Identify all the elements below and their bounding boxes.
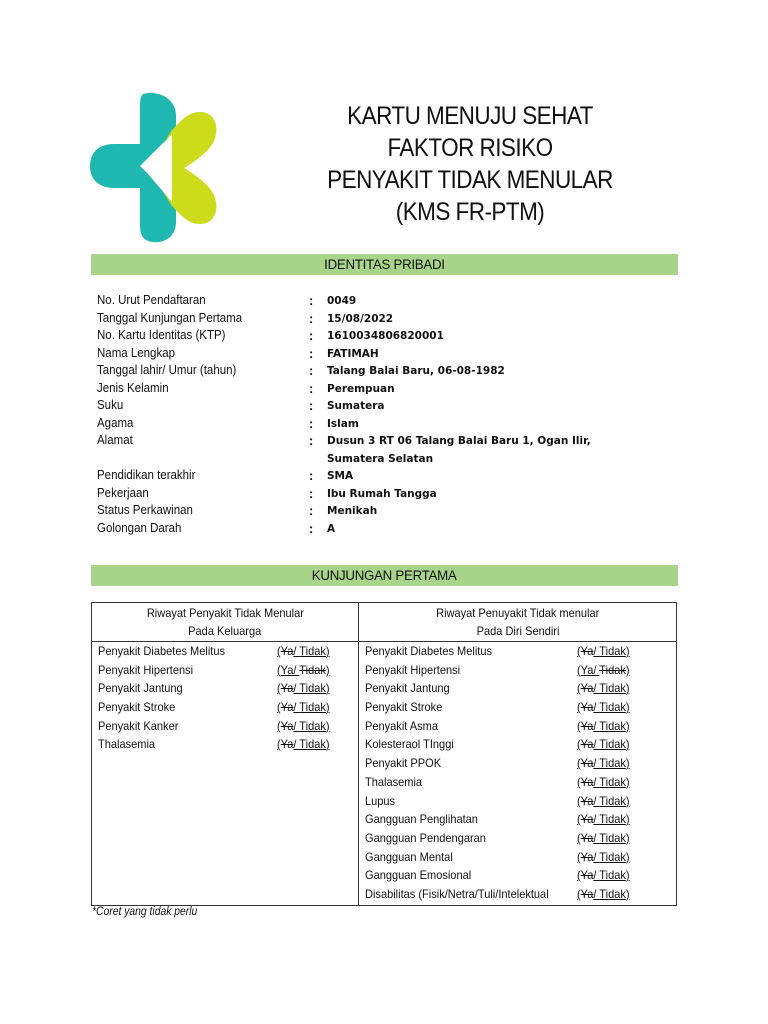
identity-label: Golongan Darah bbox=[97, 520, 182, 535]
slash: / bbox=[593, 774, 600, 789]
disease-name: Disabilitas (Fisik/Netra/Tuli/Intelektual bbox=[365, 886, 549, 901]
no-option: Tidak bbox=[599, 662, 626, 677]
yes-option: Ya bbox=[280, 700, 294, 715]
yes-no-choice[interactable] bbox=[577, 717, 630, 736]
slash: / bbox=[593, 756, 600, 771]
yes-no-choice[interactable] bbox=[577, 773, 630, 792]
no-option: Tidak bbox=[599, 644, 626, 658]
no-option: Tidak bbox=[599, 886, 626, 901]
close-paren: ) bbox=[625, 700, 630, 715]
yes-no-choice[interactable] bbox=[577, 866, 630, 885]
close-paren: ) bbox=[325, 681, 330, 696]
colon: : bbox=[309, 293, 314, 308]
slash: / bbox=[293, 737, 300, 752]
open-paren: ( bbox=[577, 700, 581, 715]
close-paren: ) bbox=[625, 886, 630, 901]
open-paren: ( bbox=[577, 718, 581, 733]
close-paren: ) bbox=[625, 718, 630, 733]
disease-name: Penyakit Jantung bbox=[365, 681, 450, 696]
yes-no-choice[interactable] bbox=[277, 661, 330, 680]
open-paren: ( bbox=[577, 644, 581, 658]
open-paren: ( bbox=[277, 737, 281, 752]
list-item bbox=[365, 754, 675, 773]
no-option: Tidak bbox=[599, 756, 626, 771]
yes-no-choice[interactable] bbox=[577, 661, 630, 680]
disease-name: Gangguan Pendengaran bbox=[365, 830, 486, 845]
disease-name: Penyakit Stroke bbox=[365, 700, 443, 715]
colon: : bbox=[309, 520, 314, 536]
identity-label: Tanggal lahir/ Umur (tahun) bbox=[97, 363, 237, 377]
list-item bbox=[98, 698, 356, 717]
yes-option: Ya bbox=[580, 756, 594, 771]
section-title: IDENTITAS PRIBADI bbox=[324, 256, 445, 272]
title-line: KARTU MENUJU SEHAT bbox=[347, 102, 593, 130]
list-item bbox=[365, 717, 675, 736]
yes-no-choice[interactable] bbox=[577, 679, 630, 698]
identity-label: Jenis Kelamin bbox=[97, 380, 169, 395]
self-history-list bbox=[365, 642, 675, 904]
section-band-identitas bbox=[91, 254, 678, 275]
identity-value: Talang Balai Baru, 06-08-1982 bbox=[327, 365, 505, 377]
close-paren: ) bbox=[625, 681, 630, 696]
title-line: (KMS FR-PTM) bbox=[395, 198, 545, 226]
identity-row bbox=[97, 520, 667, 538]
identity-label: Alamat bbox=[97, 433, 133, 447]
slash: / bbox=[593, 849, 600, 864]
disease-name: Penyakit Hipertensi bbox=[365, 662, 461, 677]
header-line: Pada Keluarga bbox=[188, 624, 262, 638]
identity-value: A bbox=[327, 522, 336, 535]
identity-row bbox=[97, 345, 667, 363]
yes-option: Ya bbox=[580, 868, 594, 883]
close-paren: ) bbox=[625, 793, 630, 808]
header-line: Pada Diri Sendiri bbox=[476, 624, 560, 638]
identity-row bbox=[97, 380, 667, 398]
first-visit-table bbox=[91, 602, 677, 906]
open-paren: ( bbox=[577, 793, 581, 808]
yes-option: Ya bbox=[580, 793, 594, 808]
column-divider bbox=[358, 603, 359, 905]
no-option: Tidak bbox=[599, 849, 626, 864]
no-option: Tidak bbox=[299, 681, 326, 696]
colon: : bbox=[309, 345, 314, 361]
open-paren: ( bbox=[577, 681, 581, 696]
list-item bbox=[365, 829, 675, 848]
no-option: Tidak bbox=[599, 868, 626, 883]
close-paren: ) bbox=[625, 830, 630, 845]
no-option: Tidak bbox=[599, 774, 626, 789]
yes-no-choice[interactable] bbox=[577, 698, 630, 717]
family-column-header bbox=[92, 604, 358, 640]
section-title: KUNJUNGAN PERTAMA bbox=[312, 567, 457, 583]
yes-no-choice[interactable] bbox=[577, 848, 630, 867]
slash: / bbox=[293, 644, 300, 658]
colon: : bbox=[309, 398, 314, 413]
close-paren: ) bbox=[325, 718, 330, 733]
colon: : bbox=[309, 468, 314, 483]
open-paren: ( bbox=[577, 756, 581, 771]
section-band-kunjungan bbox=[91, 565, 678, 586]
yes-no-choice[interactable] bbox=[577, 735, 630, 754]
yes-option: Ya bbox=[580, 662, 594, 677]
no-option: Tidak bbox=[599, 793, 626, 808]
identity-label: Pendidikan terakhir bbox=[97, 468, 196, 482]
colon: : bbox=[309, 328, 314, 343]
open-paren: ( bbox=[577, 868, 581, 883]
page-title bbox=[272, 100, 668, 228]
list-item bbox=[365, 848, 675, 867]
list-item bbox=[365, 698, 675, 717]
slash: / bbox=[593, 868, 600, 883]
list-item bbox=[365, 661, 675, 680]
disease-name: Thalasemia bbox=[365, 774, 423, 789]
yes-option: Ya bbox=[580, 886, 594, 901]
disease-name: Penyakit Diabetes Melitus bbox=[365, 644, 493, 658]
yes-no-choice[interactable] bbox=[577, 642, 630, 661]
list-item bbox=[98, 679, 356, 698]
colon: : bbox=[309, 415, 314, 431]
header-line: Riwayat Penyakit Tidak Menular bbox=[146, 606, 304, 620]
yes-option: Ya bbox=[580, 681, 594, 696]
list-item bbox=[365, 735, 675, 754]
disease-name: Penyakit Hipertensi bbox=[98, 662, 194, 677]
colon: : bbox=[309, 310, 314, 326]
disease-name: Penyakit Jantung bbox=[98, 681, 183, 696]
close-paren: ) bbox=[625, 868, 630, 883]
identity-value: SMA bbox=[327, 470, 354, 482]
open-paren: ( bbox=[577, 737, 581, 752]
open-paren: ( bbox=[577, 774, 581, 789]
open-paren: ( bbox=[577, 886, 581, 901]
disease-name: Penyakit Diabetes Melitus bbox=[98, 644, 226, 658]
identity-value: Islam bbox=[327, 417, 359, 430]
close-paren: ) bbox=[625, 812, 630, 827]
close-paren: ) bbox=[625, 644, 630, 658]
yes-no-choice[interactable] bbox=[277, 717, 330, 736]
self-column-header bbox=[359, 604, 677, 640]
identity-label: Pekerjaan bbox=[97, 485, 149, 500]
yes-option: Ya bbox=[580, 830, 594, 845]
yes-option: Ya bbox=[280, 718, 294, 733]
slash: / bbox=[293, 662, 300, 677]
yes-option: Ya bbox=[580, 774, 594, 789]
identity-value: 0049 bbox=[327, 295, 357, 307]
identity-label: No. Urut Pendaftaran bbox=[97, 293, 206, 307]
identity-value: Sumatera bbox=[327, 400, 385, 412]
colon: : bbox=[309, 485, 314, 501]
header-line: Riwayat Penuyakit Tidak menular bbox=[436, 606, 600, 620]
identity-row bbox=[97, 292, 667, 310]
identity-value: Menikah bbox=[327, 505, 378, 517]
slash: / bbox=[293, 681, 300, 696]
title-line: FAKTOR RISIKO bbox=[387, 134, 553, 162]
disease-name: Kolesteraol TInggi bbox=[365, 737, 454, 752]
yes-option: Ya bbox=[580, 700, 594, 715]
disease-name: Gangguan Penglihatan bbox=[365, 812, 478, 827]
slash: / bbox=[593, 662, 600, 677]
no-option: Tidak bbox=[599, 737, 626, 752]
open-paren: ( bbox=[577, 830, 581, 845]
yes-no-choice[interactable] bbox=[277, 679, 330, 698]
close-paren: ) bbox=[625, 774, 630, 789]
identity-label: Nama Lengkap bbox=[97, 345, 175, 360]
identity-value: 1610034806820001 bbox=[327, 330, 444, 342]
open-paren: ( bbox=[577, 812, 581, 827]
family-history-list bbox=[98, 642, 356, 754]
yes-no-choice[interactable] bbox=[577, 754, 630, 773]
identity-row bbox=[97, 362, 667, 380]
list-item bbox=[365, 866, 675, 885]
yes-option: Ya bbox=[580, 737, 594, 752]
open-paren: ( bbox=[277, 700, 281, 715]
slash: / bbox=[593, 681, 600, 696]
close-paren: ) bbox=[325, 662, 330, 677]
yes-no-choice[interactable] bbox=[577, 810, 630, 829]
identity-value: Ibu Rumah Tangga bbox=[327, 487, 437, 500]
list-item bbox=[365, 642, 675, 661]
yes-no-choice[interactable] bbox=[277, 735, 330, 754]
yes-option: Ya bbox=[280, 681, 294, 696]
list-item bbox=[98, 642, 356, 661]
yes-no-choice[interactable] bbox=[277, 698, 330, 717]
identity-row bbox=[97, 485, 667, 503]
identity-row bbox=[97, 397, 667, 415]
close-paren: ) bbox=[625, 737, 630, 752]
no-option: Tidak bbox=[299, 700, 326, 715]
open-paren: ( bbox=[277, 662, 281, 677]
yes-no-choice[interactable] bbox=[577, 885, 630, 904]
disease-name: Penyakit Asma bbox=[365, 718, 439, 733]
disease-name: Penyakit Stroke bbox=[98, 700, 176, 715]
disease-name: Penyakit PPOK bbox=[365, 756, 442, 771]
colon: : bbox=[309, 380, 314, 396]
colon: : bbox=[309, 433, 314, 448]
yes-no-choice[interactable] bbox=[577, 792, 630, 811]
yes-option: Ya bbox=[580, 644, 594, 658]
no-option: Tidak bbox=[299, 644, 326, 658]
close-paren: ) bbox=[325, 737, 330, 752]
no-option: Tidak bbox=[299, 718, 326, 733]
disease-name: Gangguan Emosional bbox=[365, 868, 472, 883]
open-paren: ( bbox=[577, 849, 581, 864]
identity-row bbox=[97, 415, 667, 433]
list-item bbox=[365, 885, 675, 904]
yes-option: Ya bbox=[280, 737, 294, 752]
slash: / bbox=[293, 700, 300, 715]
yes-option: Ya bbox=[580, 812, 594, 827]
identity-value: Perempuan bbox=[327, 382, 395, 395]
slash: / bbox=[593, 737, 600, 752]
identity-row bbox=[97, 327, 667, 345]
yes-option: Ya bbox=[280, 662, 294, 677]
list-item bbox=[98, 717, 356, 736]
identity-label: Agama bbox=[97, 415, 134, 430]
slash: / bbox=[593, 718, 600, 733]
no-option: Tidak bbox=[299, 662, 326, 677]
close-paren: ) bbox=[625, 849, 630, 864]
no-option: Tidak bbox=[599, 700, 626, 715]
close-paren: ) bbox=[625, 756, 630, 771]
identity-table bbox=[97, 292, 667, 537]
disease-name: Lupus bbox=[365, 793, 396, 808]
identity-value: 15/08/2022 bbox=[327, 312, 394, 325]
yes-option: Ya bbox=[280, 644, 294, 658]
colon: : bbox=[309, 363, 314, 378]
identity-value: FATIMAH bbox=[327, 347, 379, 360]
list-item bbox=[98, 661, 356, 680]
identity-label: Status Perkawinan bbox=[97, 503, 193, 517]
disease-name: Gangguan Mental bbox=[365, 849, 453, 864]
no-option: Tidak bbox=[299, 737, 326, 752]
no-option: Tidak bbox=[599, 718, 626, 733]
slash: / bbox=[593, 830, 600, 845]
list-item bbox=[365, 773, 675, 792]
slash: / bbox=[593, 700, 600, 715]
identity-label: No. Kartu Identitas (KTP) bbox=[97, 328, 226, 342]
list-item bbox=[365, 810, 675, 829]
kemenkes-logo-icon bbox=[88, 90, 220, 246]
disease-name: Thalasemia bbox=[98, 737, 156, 752]
title-line: PENYAKIT TIDAK MENULAR bbox=[327, 166, 613, 194]
colon: : bbox=[309, 503, 314, 518]
identity-row bbox=[97, 310, 667, 328]
close-paren: ) bbox=[325, 700, 330, 715]
yes-option: Ya bbox=[580, 718, 594, 733]
slash: / bbox=[593, 886, 600, 901]
yes-no-choice[interactable] bbox=[277, 642, 330, 661]
slash: / bbox=[593, 644, 600, 658]
close-paren: ) bbox=[325, 644, 330, 658]
identity-value: Dusun 3 RT 06 Talang Balai Baru 1, Ogan Ilir, Sumatera Selatan bbox=[327, 435, 591, 465]
list-item bbox=[365, 679, 675, 698]
identity-row bbox=[97, 432, 667, 467]
open-paren: ( bbox=[277, 644, 281, 658]
identity-label: Suku bbox=[97, 398, 124, 412]
slash: / bbox=[593, 812, 600, 827]
list-item bbox=[98, 735, 356, 754]
identity-row bbox=[97, 502, 667, 520]
identity-label: Tanggal Kunjungan Pertama bbox=[97, 310, 243, 325]
yes-no-choice[interactable] bbox=[577, 829, 630, 848]
slash: / bbox=[293, 718, 300, 733]
no-option: Tidak bbox=[599, 681, 626, 696]
footnote: *Coret yang tidak perlu bbox=[92, 906, 198, 918]
slash: / bbox=[593, 793, 600, 808]
yes-option: Ya bbox=[580, 849, 594, 864]
open-paren: ( bbox=[577, 662, 581, 677]
disease-name: Penyakit Kanker bbox=[98, 718, 179, 733]
identity-row bbox=[97, 467, 667, 485]
close-paren: ) bbox=[625, 662, 630, 677]
no-option: Tidak bbox=[599, 830, 626, 845]
no-option: Tidak bbox=[599, 812, 626, 827]
list-item bbox=[365, 792, 675, 811]
open-paren: ( bbox=[277, 718, 281, 733]
open-paren: ( bbox=[277, 681, 281, 696]
